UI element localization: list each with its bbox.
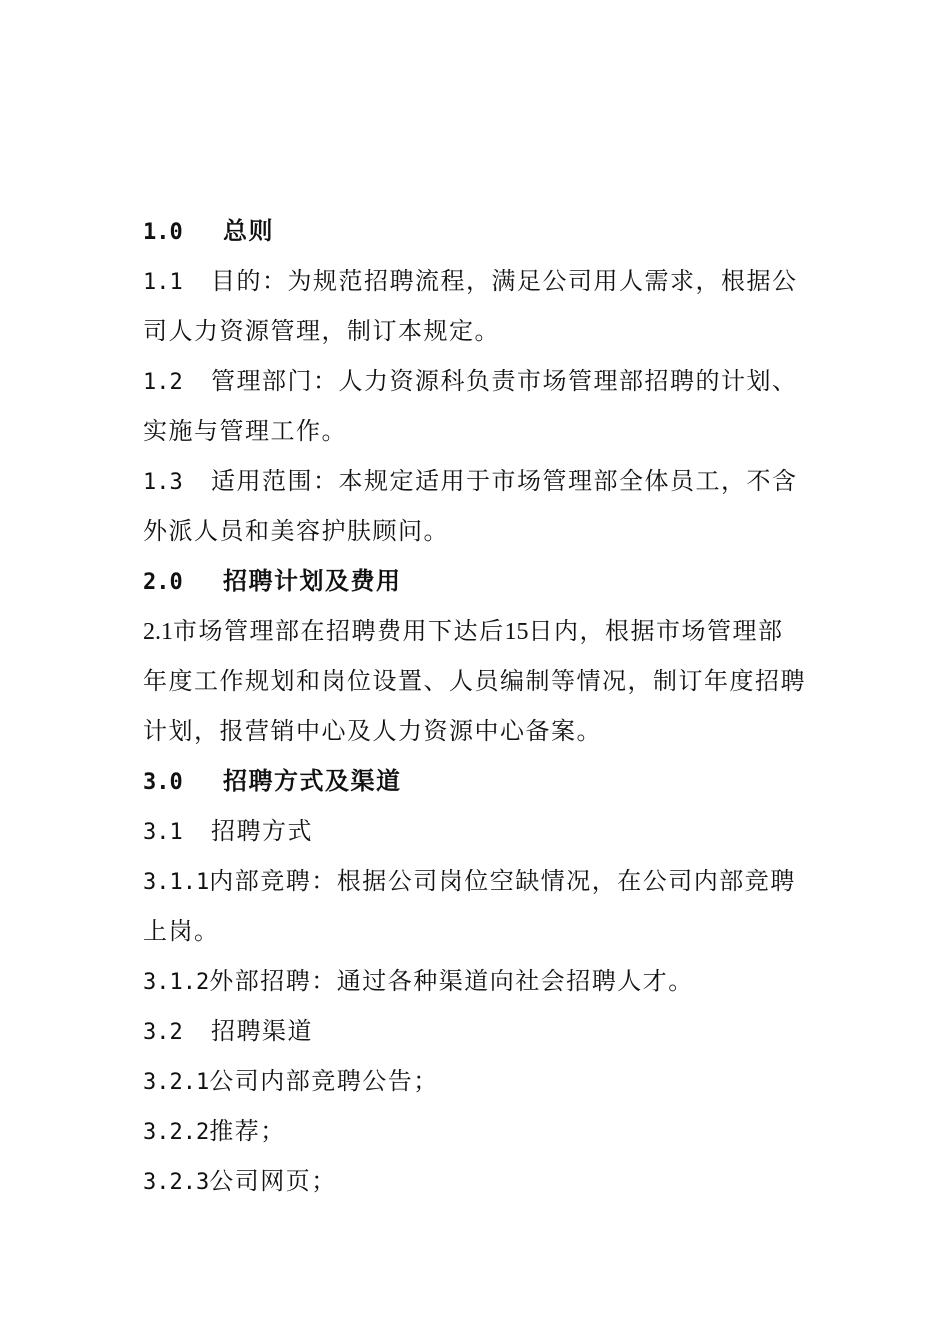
clause-1-3 — [143, 456, 828, 506]
section-title: 招聘计划及费用 — [223, 566, 402, 595]
clause-number: 2.1 — [143, 619, 173, 645]
clause-text: 司人力资源管理，制订本规定。 — [143, 317, 500, 345]
section-heading-2 — [143, 556, 828, 606]
clause-3-1 — [143, 806, 828, 856]
clause-number: 1.1 — [143, 270, 183, 295]
clause-number: 3.2.1 — [143, 1070, 210, 1095]
clause-text: 管理部门：人力资源科负责市场管理部招聘的计划、 — [211, 367, 798, 395]
clause-number: 3.2 — [143, 1020, 183, 1045]
clause-number: 3.2.3 — [143, 1170, 210, 1195]
section-heading-3 — [143, 756, 828, 806]
clause-3-2-2 — [143, 1106, 828, 1156]
clause-text: 招聘渠道 — [211, 1017, 313, 1045]
clause-3-1-1 — [143, 856, 828, 906]
clause-3-2-1 — [143, 1056, 828, 1106]
clause-1-1-cont — [143, 306, 828, 356]
clause-text: 内部竞聘：根据公司岗位空缺情况，在公司内部竞聘 — [209, 867, 796, 895]
clause-3-1-2 — [143, 956, 828, 1006]
section-number: 1.0 — [143, 220, 183, 245]
clause-text: 适用范围：本规定适用于市场管理部全体员工，不含 — [211, 467, 798, 495]
clause-3-1-1-cont — [143, 906, 828, 956]
clause-2-1-cont — [143, 656, 828, 706]
clause-number: 1.2 — [143, 370, 183, 395]
clause-text: 招聘方式 — [211, 817, 313, 845]
clause-text: 计划，报营销中心及人力资源中心备案。 — [143, 717, 602, 745]
clause-3-2 — [143, 1006, 828, 1056]
clause-1-2 — [143, 356, 828, 406]
clause-number: 3.1 — [143, 820, 183, 845]
clause-1-2-cont — [143, 406, 828, 456]
clause-text: 公司内部竞聘公告； — [209, 1067, 439, 1095]
clause-1-3-cont — [143, 506, 828, 556]
clause-text: 市场管理部在招聘费用下达后 — [173, 617, 505, 645]
clause-1-1 — [143, 256, 828, 306]
clause-text: 公司网页； — [209, 1167, 337, 1195]
clause-number: 3.2.2 — [143, 1120, 210, 1145]
clause-3-2-3 — [143, 1156, 828, 1206]
clause-text: 日内，根据市场管理部 — [528, 617, 784, 645]
clause-text: 推荐； — [209, 1117, 286, 1145]
clause-text: 目的：为规范招聘流程，满足公司用人需求，根据公 — [211, 267, 798, 295]
clause-text: 外部招聘：通过各种渠道向社会招聘人才。 — [209, 967, 694, 995]
section-title: 招聘方式及渠道 — [223, 766, 402, 795]
section-heading-1 — [143, 206, 828, 256]
clause-text: 外派人员和美容护肤顾问。 — [143, 517, 449, 545]
days-value: 15 — [504, 619, 529, 645]
clause-2-1-cont2 — [143, 706, 828, 756]
clause-number: 1.3 — [143, 470, 183, 495]
section-number: 2.0 — [143, 570, 183, 595]
clause-text: 年度工作规划和岗位设置、人员编制等情况，制订年度招聘 — [143, 667, 806, 695]
document-page — [143, 206, 828, 1206]
clause-number: 3.1.1 — [143, 870, 210, 895]
clause-number: 3.1.2 — [143, 970, 210, 995]
section-number: 3.0 — [143, 770, 183, 795]
clause-2-1 — [143, 606, 828, 656]
section-title: 总则 — [223, 216, 274, 245]
clause-text: 实施与管理工作。 — [143, 417, 347, 445]
clause-text: 上岗。 — [143, 917, 220, 945]
